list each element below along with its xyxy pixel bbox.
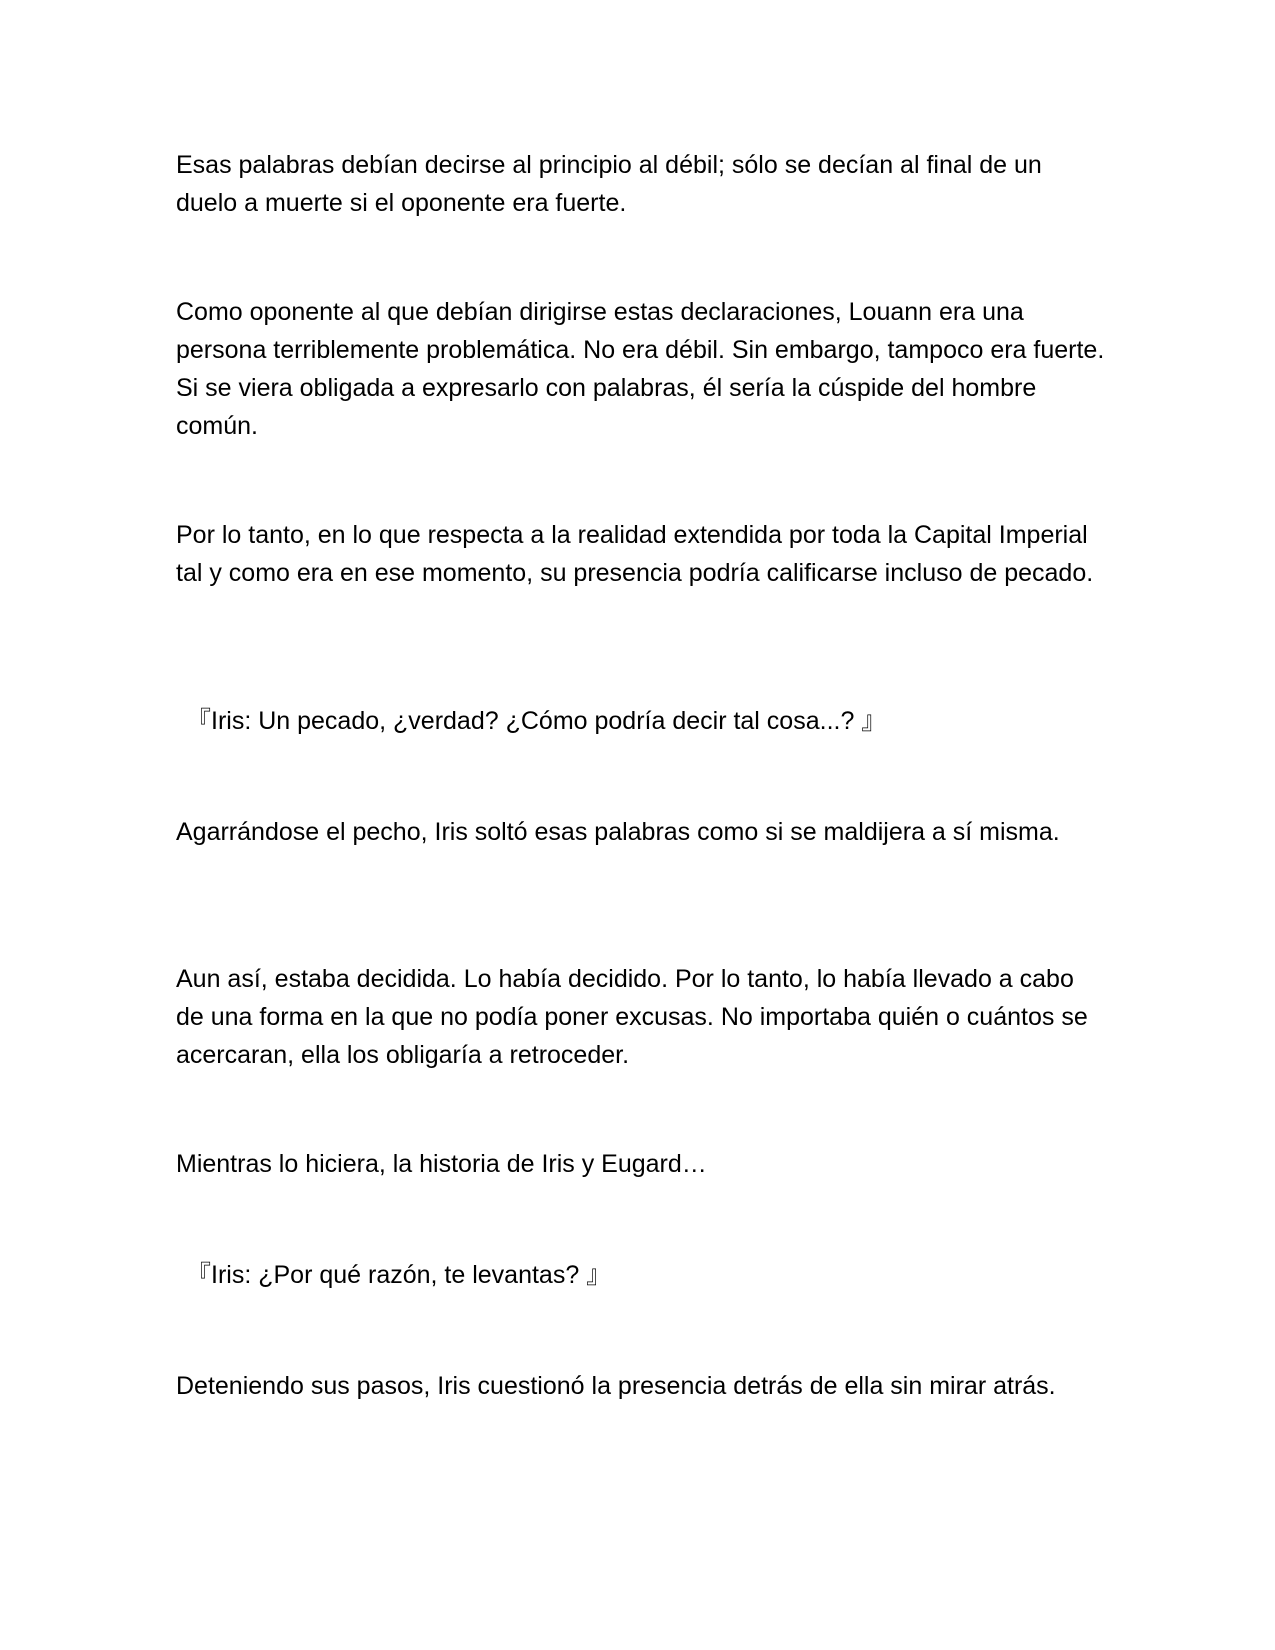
paragraph-1: Esas palabras debían decirse al principio al débil; sólo se decían al final de un duelo a muerte si el oponente era fuerte.: [176, 151, 1042, 217]
paragraph-5: Aun así, estaba decidida. Lo había decidido. Por lo tanto, lo había llevado a cabo de una forma en la que no podía poner excusas. No importaba quién o cuántos se acercaran, ella los obligaría a retroceder.: [176, 965, 1088, 1069]
paragraph-4: Agarrándose el pecho, Iris soltó esas palabras como si se maldijera a sí misma.: [176, 818, 1060, 846]
paragraph-3: Por lo tanto, en lo que respecta a la realidad extendida por toda la Capital Imperial tal y como era en ese momento, su presencia podría calificarse incluso de pecado.: [176, 521, 1094, 587]
dialogue-line-2: 『Iris: ¿Por qué razón, te levantas? 』: [186, 1261, 612, 1289]
paragraph-2: Como oponente al que debían dirigirse estas declaraciones, Louann era una persona terriblemente problemática. No era débil. Sin embargo, tampoco era fuerte. Si se viera obligada a expresarlo con palabras, él sería la cúspide del hombre común.: [176, 298, 1105, 440]
paragraph-6: Mientras lo hiciera, la historia de Iris y Eugard…: [176, 1150, 707, 1178]
dialogue-line-1: 『Iris: Un pecado, ¿verdad? ¿Cómo podría decir tal cosa...? 』: [186, 707, 887, 735]
paragraph-7: Deteniendo sus pasos, Iris cuestionó la presencia detrás de ella sin mirar atrás.: [176, 1372, 1056, 1400]
